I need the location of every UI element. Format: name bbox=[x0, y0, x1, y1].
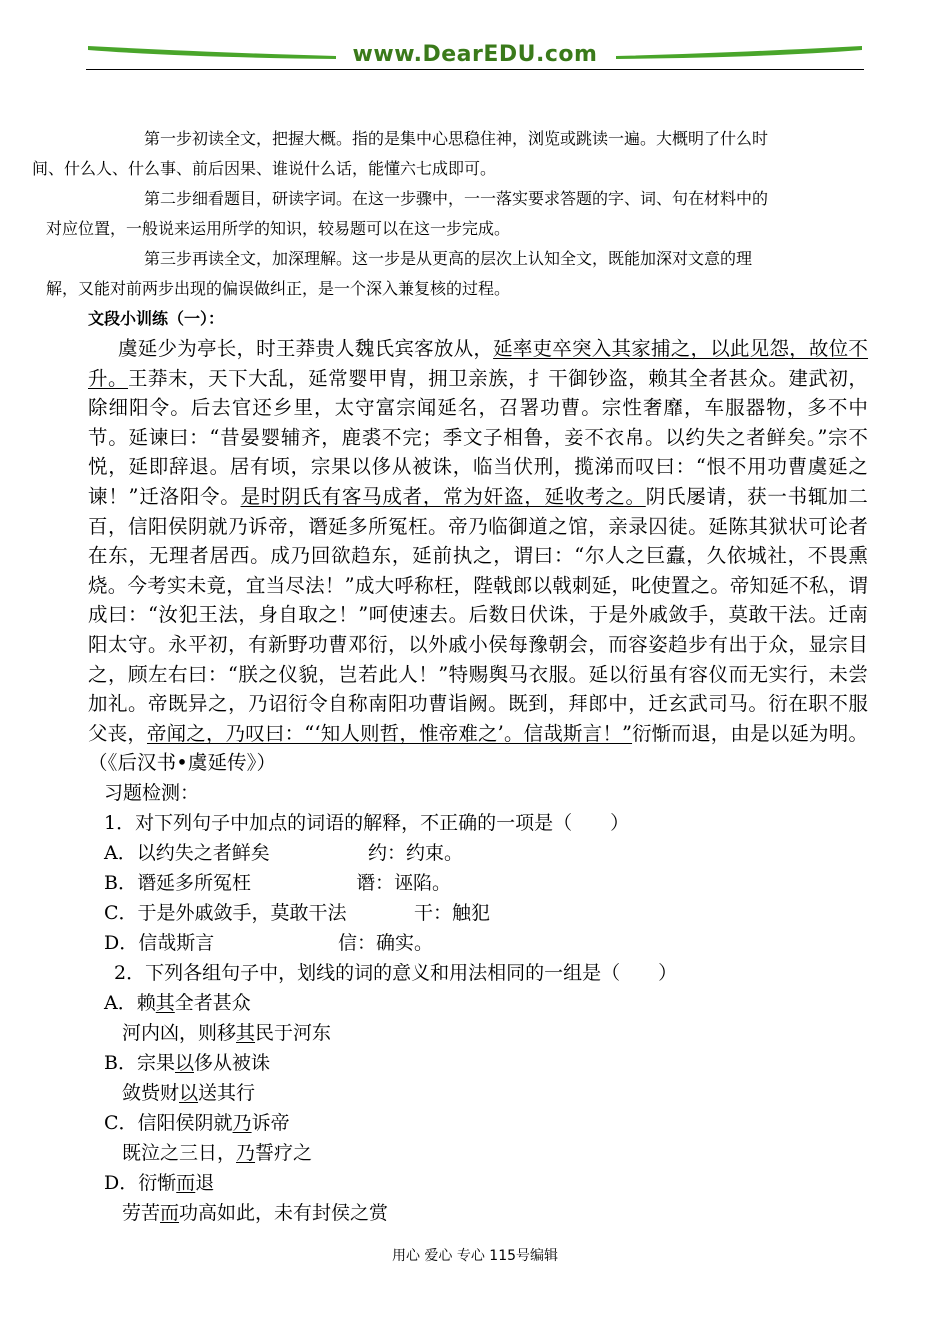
document-body bbox=[32, 124, 869, 1228]
option-underlined-word: 其 bbox=[155, 991, 175, 1014]
question-2-stem: 2．下列各组句子中，划线的词的意义和用法相同的一组是（ ） bbox=[114, 961, 678, 984]
passage-underlined-3: 帝闻之，乃叹曰：“‘知人则哲，惟帝难之’。信哉斯言！” bbox=[146, 721, 633, 745]
option-text: 敛赀财 bbox=[122, 1081, 180, 1104]
question-1-option-b[interactable] bbox=[88, 868, 868, 898]
step-paragraph-1 bbox=[32, 124, 868, 184]
option-underlined-word: 以 bbox=[179, 1081, 199, 1104]
option-text: 民于河东 bbox=[255, 1021, 332, 1044]
option-gloss: 干：触犯 bbox=[414, 901, 491, 924]
option-underlined-word: 而 bbox=[176, 1171, 196, 1194]
site-logo[interactable]: www.DearEDU.com bbox=[352, 42, 598, 67]
question-2-option-a-sub bbox=[88, 1018, 868, 1048]
step-3-line-1: 第三步再读全文，加深理解。这一步是从更高的层次上认知全文，既能加深对文意的理 bbox=[144, 249, 753, 268]
option-text: C．于是外戚敛手，莫敢干法 bbox=[104, 901, 347, 924]
option-text: 侈从被诛 bbox=[194, 1051, 271, 1074]
question-2-option-d[interactable] bbox=[88, 1168, 868, 1198]
step-1-line-2: 间、什么人、什么事、前后因果、谁说什么话，能懂六七成即可。 bbox=[32, 159, 497, 178]
step-2-line-2: 对应位置，一般说来运用所学的知识，较易题可以在这一步完成。 bbox=[46, 219, 511, 238]
question-2-option-b[interactable] bbox=[88, 1048, 868, 1078]
passage-text-3: 阴氏屡请，获一书辄加二百，信阳侯阴就乃诉帝，谮延多所冤枉。帝乃临御道之馆，亲录囚徒。延陈其狱状可论者在东，无理者居西。成乃回欲趋东，延前执之，谓曰：“尔人之巨蠹，久依城社，不畏熏烧。今考实未竟，宜当尽法！”成大呼称枉，陛戟郎以戟刺延，叱使置之。帝知延不私，谓成曰：“汝犯王法，身自取之！”呵使速去。后数日伏诛，于是外戚敛手，莫敢干法。迁南阳太守。永平初，有新野功曹邓衍，以外戚小侯每豫朝会，而容姿趋步有出于众，显宗目之，顾左右曰：“朕之仪貌，岂若此人！”特赐舆马衣服。延以衍虽有容仪而无实行，未尝加礼。帝既异之，乃诏衍令自称南阳功曹诣阙。既到，拜郎中，迁玄武司马。衍在职不服父丧， bbox=[88, 484, 868, 745]
question-2-option-a[interactable] bbox=[88, 988, 868, 1018]
option-text: 诉帝 bbox=[251, 1111, 290, 1134]
option-underlined-word: 乃 bbox=[236, 1141, 256, 1164]
option-text: 送其行 bbox=[198, 1081, 256, 1104]
option-text: D．信哉斯言 bbox=[104, 931, 215, 954]
question-2-option-c-sub bbox=[88, 1138, 868, 1168]
question-1-option-d[interactable] bbox=[88, 928, 868, 958]
option-gloss: 谮：诬陷。 bbox=[356, 871, 452, 894]
question-1-option-a[interactable] bbox=[88, 838, 868, 868]
option-label: B． bbox=[104, 1051, 137, 1074]
option-underlined-word: 其 bbox=[236, 1021, 256, 1044]
question-2-option-b-sub bbox=[88, 1078, 868, 1108]
step-2-line-1: 第二步细看题目，研读字词。在这一步骤中，一一落实要求答题的字、词、句在材料中的 bbox=[144, 189, 769, 208]
step-paragraph-2 bbox=[46, 184, 868, 244]
exercise-title: 习题检测： bbox=[104, 781, 200, 804]
option-text: 信阳侯阴就 bbox=[137, 1111, 233, 1134]
option-text: A．以约失之者鲜矣 bbox=[104, 841, 270, 864]
option-text: 退 bbox=[195, 1171, 215, 1194]
question-2-option-c[interactable] bbox=[88, 1108, 868, 1138]
passage-underlined-1: 延率吏卒突入其家捕之，以此见怨，故位不升。 bbox=[88, 337, 869, 390]
passage-text-1: 虞延少为亭长，时王莽贵人魏氏宾客放从， bbox=[118, 337, 494, 360]
question-2-option-d-sub bbox=[88, 1198, 868, 1228]
step-paragraph-3 bbox=[46, 244, 868, 304]
option-text: 功高如此，未有封侯之赏 bbox=[179, 1201, 389, 1224]
header-divider bbox=[86, 69, 864, 70]
option-text: 赖 bbox=[136, 991, 156, 1014]
section-title: 文段小训练（一）： bbox=[88, 309, 225, 328]
option-text: 既泣之三日， bbox=[122, 1141, 237, 1164]
classical-passage bbox=[88, 334, 868, 778]
option-gloss: 信：确实。 bbox=[338, 931, 434, 954]
option-text: 河内凶，则移 bbox=[122, 1021, 237, 1044]
page-footer: 用心 爱心 专心 115号编辑 bbox=[391, 1248, 559, 1264]
option-text: 劳苦 bbox=[122, 1201, 161, 1224]
step-3-line-2: 解，又能对前两步出现的偏误做纠正，是一个深入兼复核的过程。 bbox=[46, 279, 511, 298]
passage-text-2: 王莽末，天下大乱，延常婴甲胄，拥卫亲族，扌干御钞盗，赖其全者甚众。建武初，除细阳令。后去官还乡里，太守富宗闻延名，召署功曹。宗性奢靡，车服器物，多不中节。延谏曰：“昔晏婴辅齐，鹿裘不完；季文子相鲁，妾不衣帛。以约失之者鲜矣。”宗不悦，延即辞退。居有顷，宗果以侈从被诛，临当伏刑，揽涕而叹曰：“恨不用功曹虞延之谏！”迁洛阳令。 bbox=[88, 366, 869, 508]
option-label: D． bbox=[104, 1171, 139, 1194]
option-text: 全者甚众 bbox=[174, 991, 251, 1014]
option-underlined-word: 乃 bbox=[232, 1111, 252, 1134]
page-header bbox=[86, 40, 864, 72]
option-gloss: 约：约束。 bbox=[368, 841, 464, 864]
option-text: 衍惭 bbox=[138, 1171, 177, 1194]
step-1-line-1: 第一步初读全文，把握大概。指的是集中心思稳住神，浏览或跳读一遍。大概明了什么时 bbox=[144, 129, 769, 148]
option-text: B．谮延多所冤枉 bbox=[104, 871, 251, 894]
question-1-option-c[interactable] bbox=[88, 898, 868, 928]
option-text: 誓疗之 bbox=[255, 1141, 313, 1164]
option-underlined-word: 而 bbox=[160, 1201, 180, 1224]
option-label: A． bbox=[104, 991, 137, 1014]
passage-underlined-2: 是时阴氏有客马成者，常为奸盗，延收考之。 bbox=[240, 484, 646, 508]
option-label: C． bbox=[104, 1111, 138, 1134]
option-text: 宗果 bbox=[136, 1051, 175, 1074]
option-underlined-word: 以 bbox=[174, 1051, 194, 1074]
question-1-stem: 1．对下列句子中加点的词语的解释，不正确的一项是（ ） bbox=[104, 811, 630, 834]
passage-text-4: 衍惭而退，由是以延为明。（《后汉书•虞延传》） bbox=[88, 721, 868, 775]
